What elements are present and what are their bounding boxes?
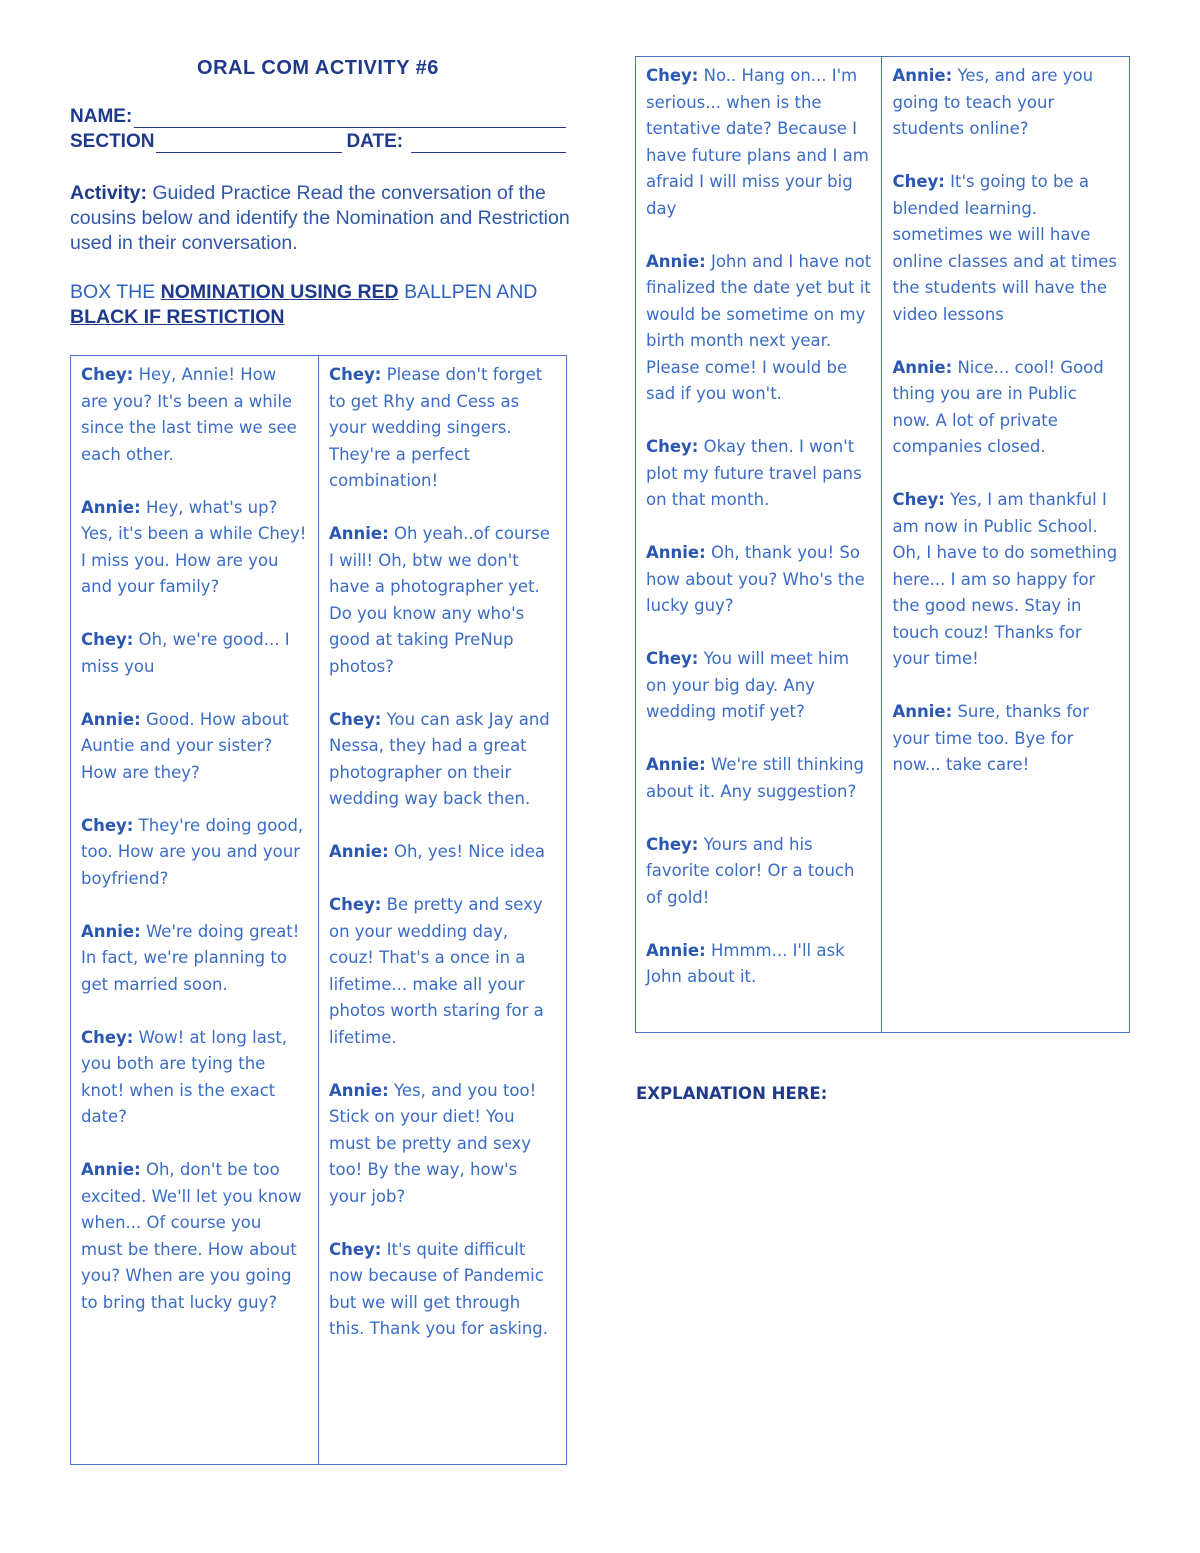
- speaker-name: Annie:: [81, 497, 141, 517]
- page-title: ORAL COM ACTIVITY #6: [197, 57, 439, 79]
- dialogue-text: Hey, Annie! How are you? It's been a while since the last time we see each other.: [81, 365, 297, 464]
- name-label: NAME:: [70, 106, 133, 127]
- speaker-name: Annie:: [81, 1160, 141, 1179]
- dialogue-text: You will meet him on your big day. Any wedding motif yet?: [646, 649, 850, 721]
- dialogue-turn: [81, 627, 308, 680]
- dialogue-turn: [646, 646, 871, 726]
- speaker-name: Chey:: [646, 66, 699, 85]
- date-label: DATE:: [346, 131, 404, 152]
- speaker-name: Chey:: [329, 1239, 382, 1259]
- dialogue-turn: [646, 752, 871, 805]
- speaker-name: Annie:: [892, 66, 953, 85]
- date-input-line[interactable]: [411, 134, 566, 153]
- dialogue-turn: [646, 63, 871, 222]
- dialogue-turn: [329, 1237, 556, 1343]
- speaker-name: Annie:: [81, 709, 141, 729]
- speaker-name: Chey:: [81, 815, 134, 835]
- speaker-name: Annie:: [646, 940, 706, 960]
- dialogue-turn: [81, 1025, 308, 1131]
- section-date-field: [70, 131, 566, 153]
- speaker-name: Chey:: [81, 365, 134, 384]
- speaker-name: Chey:: [329, 365, 382, 384]
- dialogue-text: They're doing good, too. How are you and your boyfriend?: [81, 815, 304, 888]
- box-restriction: BLACK IF RESTICTION: [70, 306, 285, 328]
- speaker-name: Chey:: [892, 490, 945, 509]
- dialogue-turn: [81, 362, 308, 468]
- dialogue-turn: [329, 521, 556, 680]
- dialogue-turn: [892, 63, 1119, 143]
- dialogue-text: Sure, thanks for your time too. Bye for now... take care!: [892, 702, 1090, 774]
- dialogue-text: It's going to be a blended learning. sometimes we will have online classes and at times the students will have the video lessons: [892, 172, 1117, 324]
- dialogue-text: Yes, I am thankful I am now in Public School. Oh, I have to do something here... I am so happy for the good news. Stay in touch couz! Thanks for your time!: [892, 490, 1118, 668]
- dialogue-turn: [81, 919, 308, 999]
- dialogue-column-1: [71, 356, 319, 1465]
- speaker-name: Annie:: [329, 1080, 389, 1100]
- activity-text: Guided Practice Read the conversation of the cousins below and identify the Nomination and Restriction used in their conversation.: [70, 182, 570, 254]
- speaker-name: Chey:: [646, 649, 699, 668]
- speaker-name: Annie:: [81, 921, 141, 941]
- box-instructions: [70, 280, 570, 330]
- dialogue-text: Nice... cool! Good thing you are in Public now. A lot of private companies closed.: [892, 357, 1104, 456]
- dialogue-turn: [646, 938, 871, 991]
- dialogue-text: Oh, yes! Nice idea: [388, 842, 545, 861]
- dialogue-turn: [81, 495, 308, 601]
- dialogue-text: Oh yeah..of course I will! Oh, btw we don't have a photographer yet. Do you know any who's good at taking PreNup photos?: [329, 524, 550, 676]
- dialogue-turn: [329, 839, 556, 866]
- dialogue-text: We're doing great! In fact, we're planning to get married soon.: [81, 921, 300, 994]
- speaker-name: Annie:: [646, 543, 706, 562]
- dialogue-turn: [329, 892, 556, 1051]
- dialogue-text: Yes, and are you going to teach your students online?: [892, 66, 1094, 138]
- dialogue-text: Good. How about Auntie and your sister? How are they?: [81, 709, 289, 782]
- speaker-name: Chey:: [646, 437, 699, 456]
- activity-instructions: [70, 181, 570, 256]
- dialogue-text: Hey, what's up? Yes, it's been a while Chey! I miss you. How are you and your family?: [81, 497, 307, 596]
- section-input-line[interactable]: [156, 134, 342, 153]
- dialogue-column-4: [882, 57, 1130, 1033]
- speaker-name: Chey:: [646, 834, 699, 854]
- dialogue-text: Hmmm... I'll ask John about it.: [646, 940, 845, 986]
- dialogue-table-right: [635, 56, 1130, 1033]
- speaker-name: Annie:: [646, 755, 706, 774]
- dialogue-text: We're still thinking about it. Any suggestion?: [646, 755, 864, 801]
- dialogue-turn: [892, 355, 1119, 461]
- dialogue-text: Wow! at long last, you both are tying the knot! when is the exact date?: [81, 1027, 288, 1126]
- dialogue-turn: [646, 249, 871, 408]
- dialogue-text: Please don't forget to get Rhy and Cess as your wedding singers. They're a perfect combination!: [329, 365, 543, 490]
- speaker-name: Chey:: [329, 895, 382, 914]
- box-middle: BALLPEN AND: [398, 281, 538, 303]
- dialogue-text: Be pretty and sexy on your wedding day, couz! That's a once in a lifetime... make all your photos worth staring for a lifetime.: [329, 895, 544, 1047]
- dialogue-text: Oh, we're good... I miss you: [81, 630, 290, 676]
- dialogue-turn: [892, 169, 1119, 328]
- dialogue-column-3: [636, 57, 882, 1033]
- dialogue-turn: [892, 487, 1119, 673]
- dialogue-text: Okay then. I won't plot my future travel pans on that month.: [646, 437, 862, 509]
- dialogue-turn: [81, 1157, 308, 1316]
- dialogue-turn: [646, 832, 871, 912]
- name-field: [70, 106, 566, 128]
- dialogue-turn: [892, 699, 1119, 779]
- dialogue-text: Oh, thank you! So how about you? Who's the lucky guy?: [646, 543, 865, 615]
- dialogue-column-2: [319, 356, 567, 1465]
- dialogue-text: Yours and his favorite color! Or a touch of gold!: [646, 834, 855, 907]
- dialogue-turn: [329, 362, 556, 495]
- dialogue-turn: [646, 540, 871, 620]
- dialogue-turn: [646, 434, 871, 514]
- speaker-name: Annie:: [329, 842, 389, 861]
- speaker-name: Annie:: [892, 702, 953, 721]
- dialogue-text: It's quite difficult now because of Pandemic but we will get through this. Thank you for asking.: [329, 1239, 549, 1338]
- dialogue-turn: [329, 707, 556, 813]
- speaker-name: Chey:: [81, 1027, 134, 1047]
- box-nomination: NOMINATION USING RED: [160, 281, 399, 303]
- speaker-name: Chey:: [892, 172, 945, 191]
- dialogue-text: Oh, don't be too excited. We'll let you know when... Of course you must be there. How about you? When are you going to bring that lucky guy?: [81, 1160, 302, 1312]
- activity-label: Activity:: [70, 182, 147, 204]
- speaker-name: Chey:: [329, 709, 382, 729]
- section-label: SECTION: [70, 131, 155, 152]
- dialogue-turn: [81, 813, 308, 893]
- name-input-line[interactable]: [134, 109, 566, 128]
- box-prefix: BOX THE: [70, 281, 161, 303]
- speaker-name: Chey:: [81, 630, 134, 649]
- dialogue-text: Yes, and you too! Stick on your diet! You must be pretty and sexy too! By the way, how's your job?: [329, 1080, 537, 1206]
- dialogue-text: You can ask Jay and Nessa, they had a great photographer on their wedding way back then.: [329, 709, 550, 808]
- speaker-name: Annie:: [646, 251, 706, 271]
- dialogue-turn: [81, 707, 308, 787]
- explanation-label: EXPLANATION HERE:: [636, 1084, 828, 1103]
- speaker-name: Annie:: [329, 524, 389, 543]
- dialogue-table-left: [70, 355, 567, 1465]
- dialogue-text: No.. Hang on... I'm serious... when is the tentative date? Because I have future plans and I am afraid I will miss your big day: [646, 66, 869, 218]
- dialogue-text: John and I have not finalized the date yet but it would be sometime on my birth month next year. Please come! I would be sad if you won't.: [646, 251, 872, 403]
- dialogue-turn: [329, 1078, 556, 1211]
- speaker-name: Annie:: [892, 357, 953, 377]
